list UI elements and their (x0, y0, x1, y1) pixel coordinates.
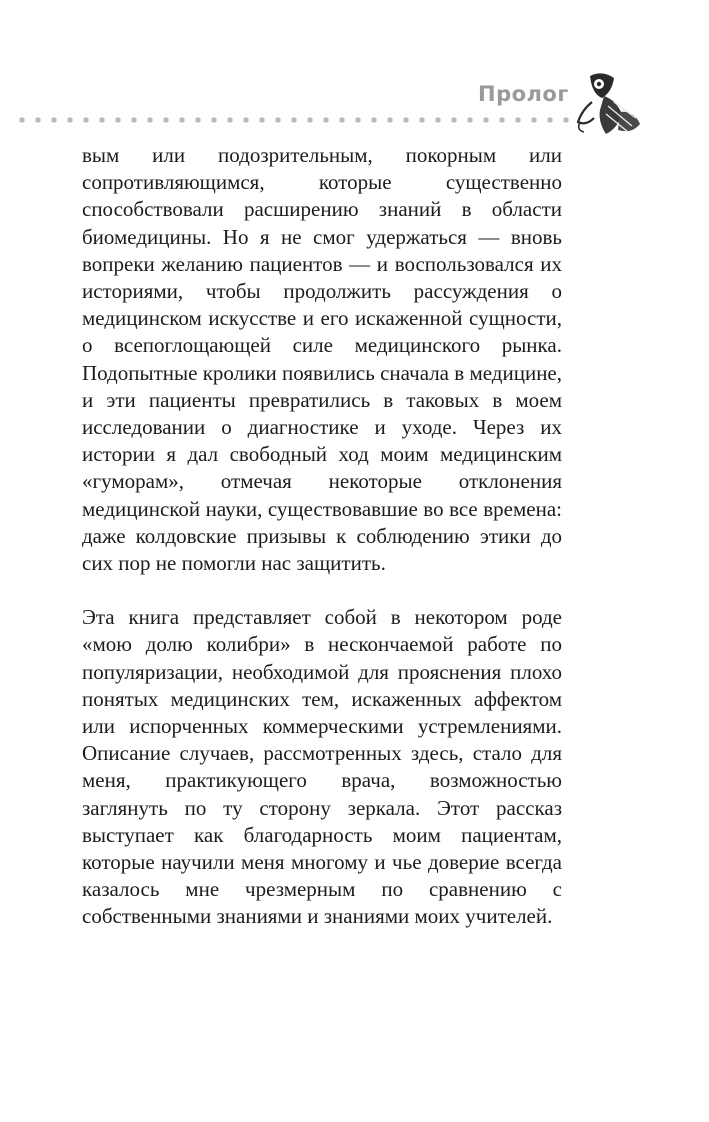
paragraph: Эта книга представляет собой в некотором роде «мою долю колибри» в нескончаемой работе по популяризации, необходимой для прояснения плохо понятых медицинских тем, искаженных аффектом или испорченных коммерческими устремлениями. Описание случаев, рассмотренных здесь, стало для меня, практикующего врача, возможностью заглянуть по ту сторону зеркала. Этот рассказ выступает как благодарность моим пациентам, которые научили меня многому и чье доверие всегда казалось мне чрезмерным по сравнению с собственными знаниями и знаниями моих учителей. (82, 605, 562, 929)
dotted-rule (14, 116, 574, 124)
chapter-ornament-icon (572, 70, 644, 140)
paragraph: вым или подозрительным, покорным или сопротивляющимся, которые существенно способствовали расширению знаний в области биомедицины. Но я не смог удержаться — вновь вопреки желанию пациентов — и воспользовался их историями, чтобы продолжить рассуждения о медицинском искусстве и его искаженной сущности, о всепоглощающей силе медицинского рынка. Подопытные кролики появились сначала в медицине, и эти пациенты превратились в таковых в моем исследовании о диагностике и уходе. Через их истории я дал свободный ход моим медицинским «гуморам», отмечая некоторые отклонения медицинской науки, существовавшие во все времена: даже колдовские призывы к соблюдению этики до сих пор не помогли нас защитить. (82, 143, 562, 576)
running-head: Пролог (478, 82, 569, 106)
body-text (82, 142, 562, 931)
page-header (0, 70, 709, 140)
